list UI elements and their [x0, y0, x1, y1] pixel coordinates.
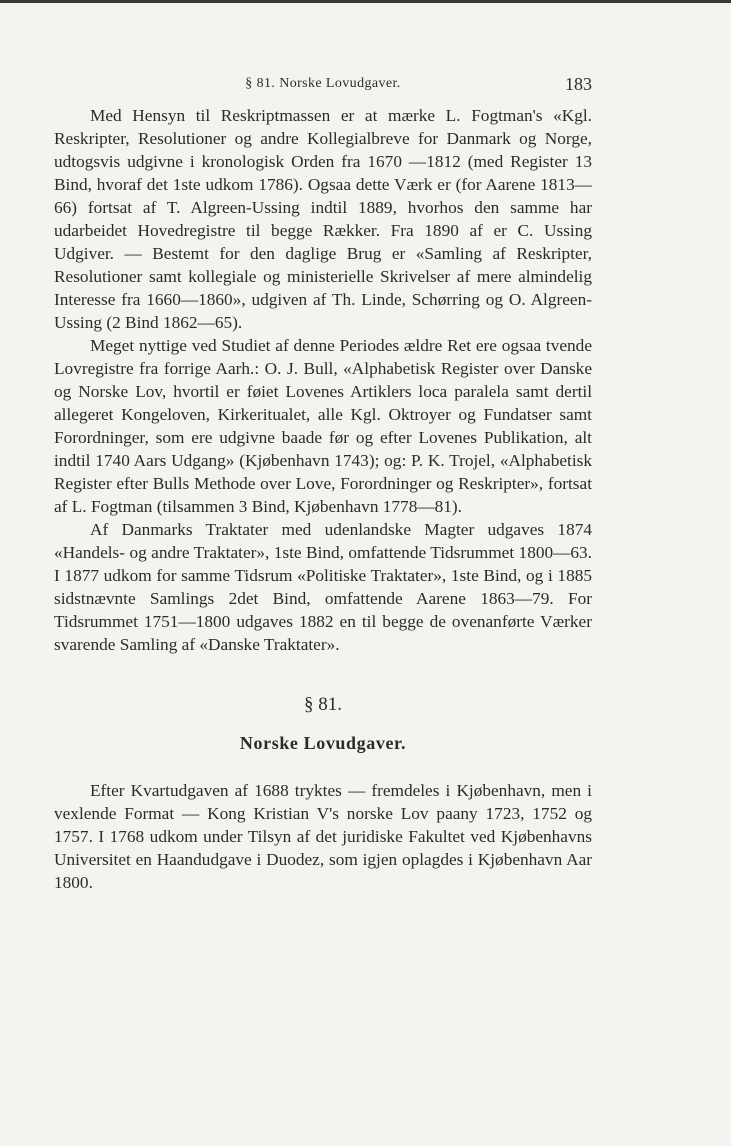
- book-page: [54, 70, 592, 894]
- paragraph-norske-lov: Efter Kvartudgaven af 1688 tryktes — fremdeles i Kjøbenhavn, men i vexlende Format — Kong Kristian V's norske Lov paany 1723, 1752 og 1757. I 1768 udkom under Tilsyn af det juridiske Fakultet ved Kjøbenhavns Universitet en Haandudgave i Duodez, som igjen oplagdes i Kjøbenhavn Aar 1800.: [54, 781, 592, 892]
- paragraph-reskripter: Med Hensyn til Reskriptmassen er at mærke L. Fogtman's «Kgl. Reskripter, Resolutioner og andre Kollegialbreve for Danmark og Norge, udtogsvis udgivne i kronologisk Orden fra 1670 —1812 (med Register 13 Bind, hvoraf det 1ste udkom 1786). Ogsaa dette Værk er (for Aarene 1813—66) fortsat af T. Algreen-Ussing indtil 1889, hvorhos den samme har udarbeidet Hovedregistre til begge Rækker. Fra 1890 af er C. Ussing Udgiver. — Bestemt for den daglige Brug er «Samling af Reskripter, Resolutioner samt kollegiale og ministerielle Skrivelser af mere almindelig Interesse fra 1660—1860», udgiven af Th. Linde, Schørring og O. Algreen-Ussing (2 Bind 1862—65).: [54, 106, 592, 332]
- section-body-text: [54, 779, 592, 894]
- paragraph-lovregistre: Meget nyttige ved Studiet af denne Periodes ældre Ret ere ogsaa tvende Lovregistre fra forrige Aarh.: O. J. Bull, «Alphabetisk Register over Danske og Norske Lov, hvortil er føiet Lovenes Artiklers loca paralela samt dertil allegeret Kongeloven, Kirkeritualet, alle Kgl. Oktroyer og Fundatser samt Forordninger, som ere udgivne baade før og efter Lovenes Publikation, alt indtil 1740 Aars Udgang» (Kjøbenhavn 1743); og: P. K. Trojel, «Alphabetisk Register efter Bulls Methode over Love, Forordninger og Reskripter», fortsat af L. Fogtman (tilsammen 3 Bind, Kjøbenhavn 1778—81).: [54, 336, 592, 516]
- paragraph-traktater: Af Danmarks Traktater med udenlandske Magter udgaves 1874 «Handels- og andre Traktater», 1ste Bind, omfattende Tidsrummet 1800—63. I 1877 udkom for samme Tidsrum «Politiske Traktater», 1ste Bind, og i 1885 sidstnævnte Samlings 2det Bind, omfattende Aarene 1863—79. For Tidsrummet 1751—1800 udgaves 1882 en til begge de ovenanførte Værker svarende Samling af «Danske Traktater».: [54, 520, 592, 654]
- body-text: [54, 104, 592, 656]
- page-top-rule: [0, 0, 731, 3]
- running-head: [54, 70, 592, 104]
- section-title: Norske Lovudgaver.: [239, 733, 407, 753]
- section-number: § 81.: [304, 694, 342, 715]
- page-number: 183: [565, 74, 592, 94]
- running-head-title: § 81. Norske Lovudgaver.: [245, 76, 401, 91]
